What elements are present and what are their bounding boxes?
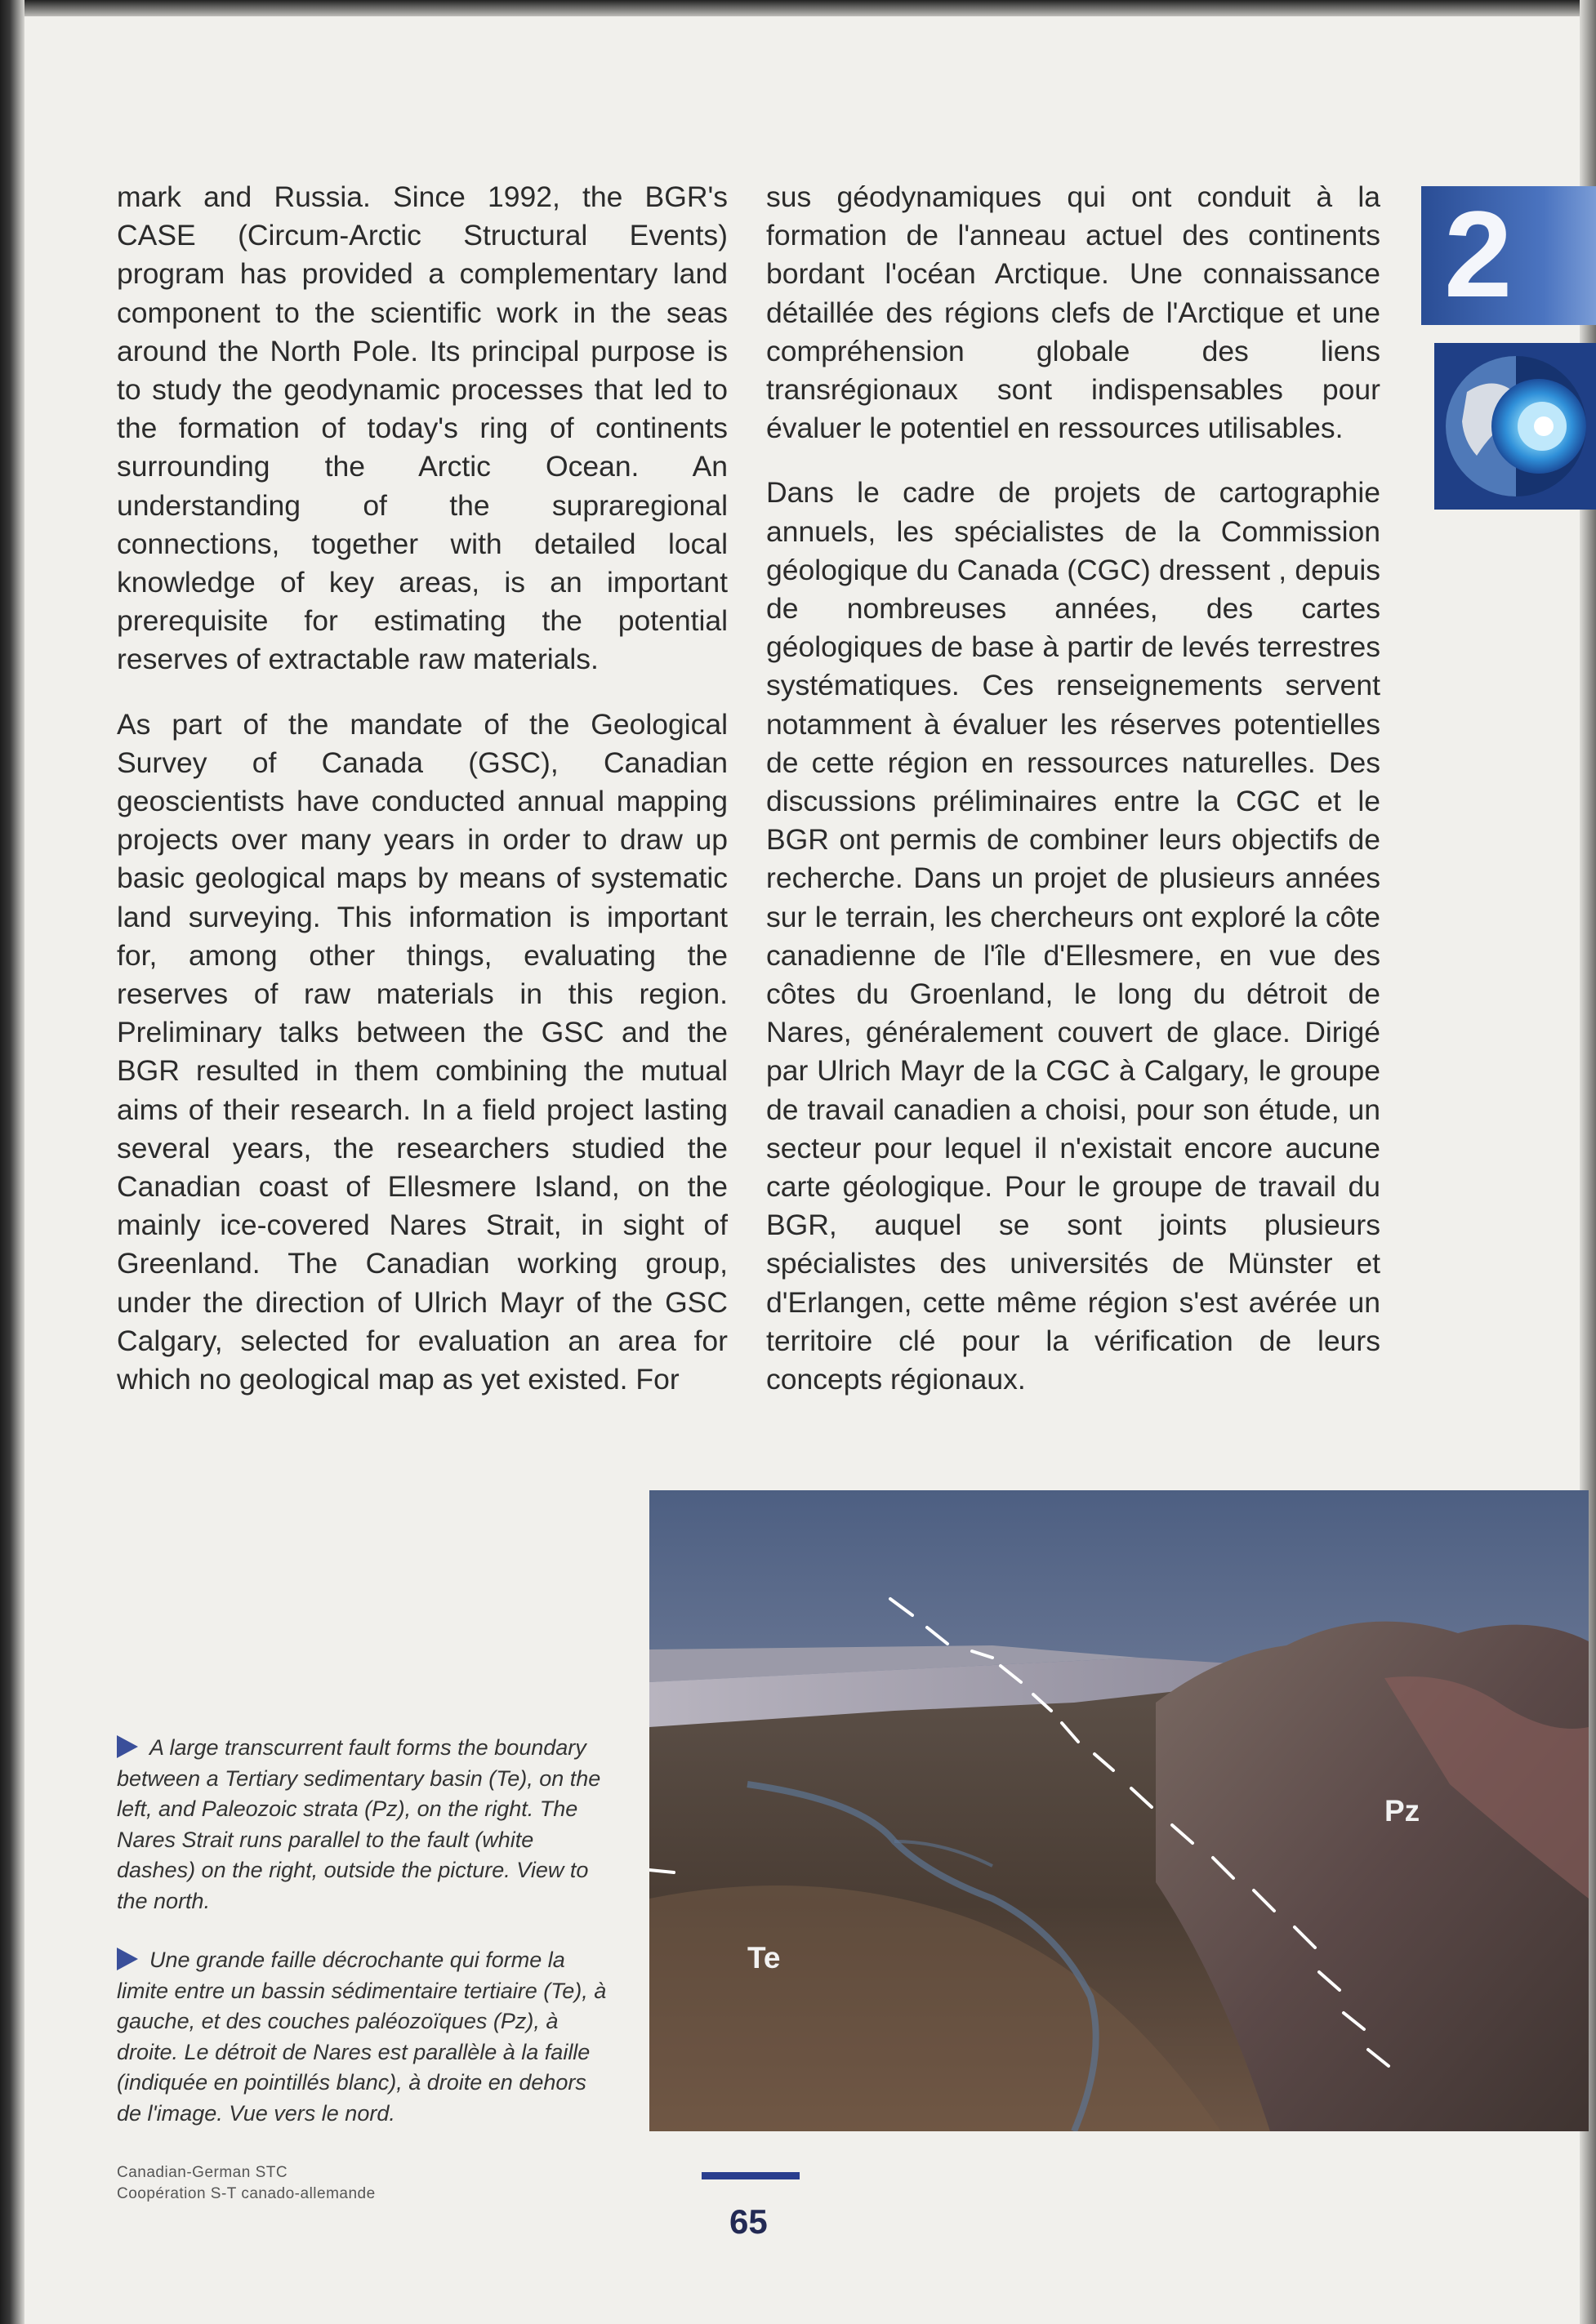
photo-label-pz: Pz bbox=[1384, 1794, 1420, 1828]
page-number-bar bbox=[702, 2172, 800, 2179]
french-paragraph-1: sus géodynamiques qui ont conduit à la formation de l'anneau actuel des continents bordant l'océan Arctique. Une connaissance détaillée des régions clefs de l'Arctique et une compréhension globale des liens transrégionaux sont indispensables pour évaluer le potentiel en ressources utilisables. bbox=[766, 180, 1380, 445]
page-top-shadow bbox=[0, 0, 1596, 16]
english-paragraph-1: mark and Russia. Since 1992, the BGR's CASE (Circum-Arctic Structural Events) program has provided a complementary land component to the scientific work in the seas around the North Pole. Its principal purpose is to study the geodynamic processes that led to the formation of today's ring of continents surrounding the Arctic Ocean. An understanding of the supraregional connections, together with detailed local knowledge of key areas, is an important prerequisite for estimating the potential reserves of extractable raw materials. bbox=[117, 180, 728, 676]
caption-french-text: Une grande faille décrochante qui forme la limite entre un bassin sédimentaire tertiaire (Te), à gauche, et des couches paléozoïques (Pz), à droite. Le détroit de Nares est parallèle à la faille (indiquée en pointillés blanc), à droite en dehors de l'image. Vue vers le nord. bbox=[117, 1948, 607, 2126]
french-paragraph-2: Dans le cadre de projets de cartographie annuels, les spécialistes de la Commission géologique du Canada (CGC) dressent , depuis de nombreuses années, des cartes géologiques de base à partir de levés terrestres systématiques. Ces renseignements servent notamment à évaluer les réserves potentielles de cette région en ressources naturelles. Des discussions préliminaires entre la CGC et le BGR ont permis de combiner leurs objectifs de recherche. Dans un projet de plusieurs années sur le terrain, les chercheurs ont exploré la côte canadienne de l'île d'Ellesmere, en vue des côtes du Groenland, le long du détroit de Nares, généralement couvert de glace. Dirigé par Ulrich Mayr de la CGC à Calgary, le groupe de travail canadien a choisi, pour son étude, un secteur pour lequel il n'existait encore aucune carte géologique. Pour le groupe de travail du BGR, auquel se sont joints plusieurs spécialistes des universités de Münster et d'Erlangen, cette même région s'est avérée un territoire clé pour la vérification de leurs concepts régionaux. bbox=[766, 476, 1380, 1396]
page-binding-shadow bbox=[0, 0, 25, 2324]
footer-line-english: Canadian-German STC bbox=[117, 2164, 288, 2181]
caption-english-text: A large transcurrent fault forms the boundary between a Tertiary sedimentary basin (Te), on the left, and Paleozoic strata (Pz), on the right. The Nares Strait runs parallel to the fault (white dashes) on the right, outside the picture. View to the north. bbox=[117, 1735, 601, 1913]
caption-arrow-icon bbox=[117, 1735, 138, 1758]
french-column bbox=[766, 178, 1380, 1425]
globe-icon bbox=[1434, 343, 1596, 510]
caption-french bbox=[117, 1945, 607, 2129]
chapter-number: 2 bbox=[1444, 185, 1513, 323]
caption-arrow-icon bbox=[117, 1948, 138, 1970]
footer-credit bbox=[117, 2162, 376, 2205]
english-column bbox=[117, 178, 728, 1425]
footer-line-french: Coopération S-T canado-allemande bbox=[117, 2185, 376, 2202]
photo-label-te: Te bbox=[747, 1941, 781, 1975]
landscape-photo bbox=[649, 1490, 1589, 2131]
caption-english bbox=[117, 1733, 607, 1917]
page-number: 65 bbox=[729, 2202, 768, 2241]
english-paragraph-2: As part of the mandate of the Geological Survey of Canada (GSC), Canadian geoscientists have conducted annual mapping projects over many years in order to draw up basic geological maps by means of systematic land surveying. This information is important for, among other things, evaluating the reserves of raw materials in this region. Preliminary talks between the GSC and the BGR resulted in them combining the mutual aims of their research. In a field project lasting several years, the researchers studied the Canadian coast of Ellesmere Island, on the mainly ice-covered Nares Strait, in sight of Greenland. The Canadian working group, under the direction of Ulrich Mayr of the GSC Calgary, selected for evaluation an area for which no geological map as yet existed. For bbox=[117, 707, 728, 1396]
